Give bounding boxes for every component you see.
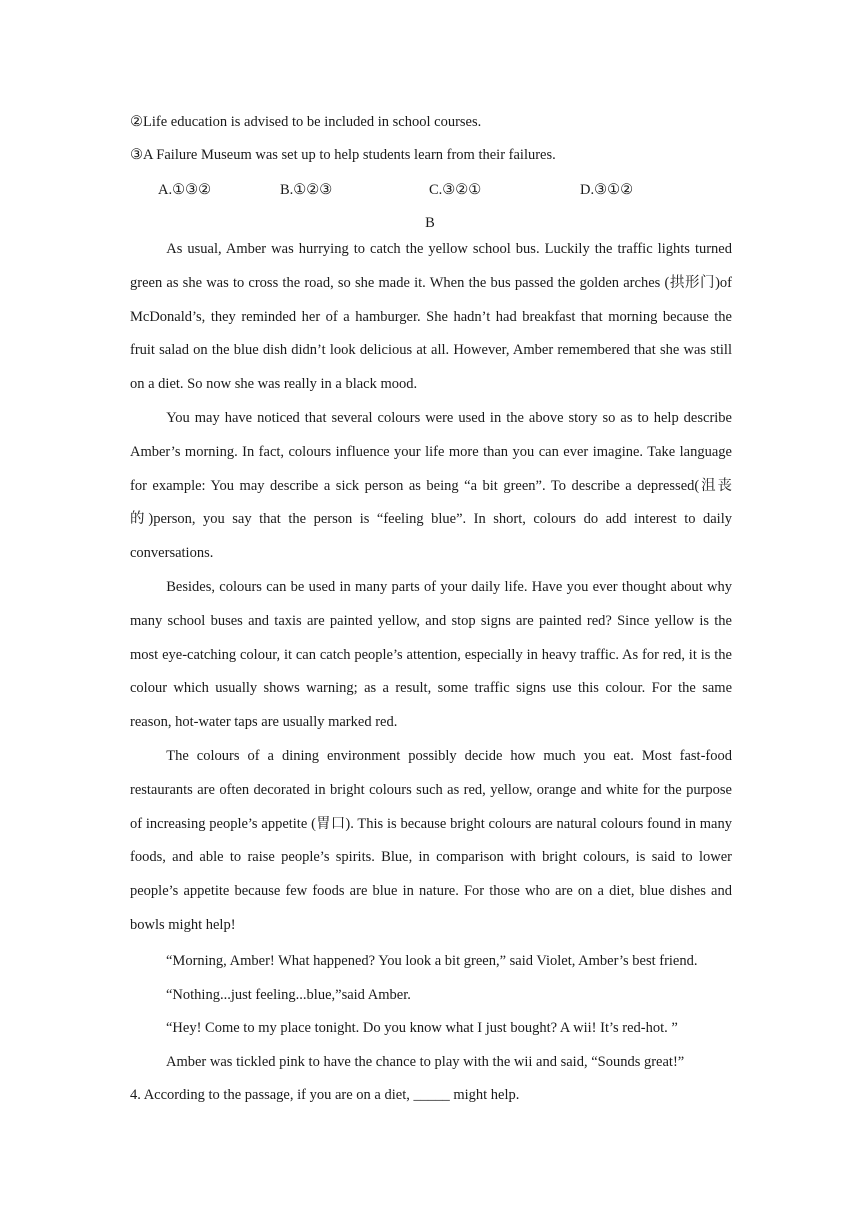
dialogue-line-3: “Hey! Come to my place tonight. Do you know what I just bought? A wii! It’s red-hot. ” bbox=[166, 1020, 678, 1036]
paragraph-1: As usual, Amber was hurrying to catch the yellow school bus. Luckily the traffic lights turned green as she was to cross the road, so she made it. When the bus passed the golden arches (拱形门)of McDonald’s, they reminded her of a hamburger. She hadn’t had breakfast that morning because the fruit salad on the blue dish didn’t look delicious at all. However, Amber remembered that she was still on a diet. So now she was really in a black mood. bbox=[130, 241, 732, 393]
dialogue-line-4: Amber was tickled pink to have the chance to play with the wii and said, “Sounds great!” bbox=[166, 1054, 685, 1070]
question-4: 4. According to the passage, if you are on a diet, _____ might help. bbox=[130, 1087, 520, 1103]
statement-2: ②Life education is advised to be included in school courses. bbox=[130, 114, 482, 130]
section-title: B bbox=[425, 215, 435, 231]
option-a: A.①③② bbox=[158, 182, 212, 198]
dialogue-line-2: “Nothing...just feeling...blue,”said Amber. bbox=[166, 987, 411, 1003]
paragraph-2: You may have noticed that several colours were used in the above story so as to help describe Amber’s morning. In fact, colours influence your life more than you can ever imagine. Take language for example: You may describe a sick person as being “a bit green”. To describe a depressed(沮丧的)person, you say that the person is “feeling blue”. In short, colours do add interest to daily conversations. bbox=[130, 410, 732, 562]
paragraph-4: The colours of a dining environment possibly decide how much you eat. Most fast-food restaurants are often decorated in bright colours such as red, yellow, orange and white for the purpose of increasing people’s appetite (胃口). This is because bright colours are natural colours found in many foods, and able to raise people’s spirits. Blue, in comparison with bright colours, is said to lower people’s appetite because few foods are blue in nature. For those who are on a diet, blue dishes and bowls might help! bbox=[130, 748, 732, 933]
option-b: B.①②③ bbox=[280, 182, 333, 198]
option-c: C.③②① bbox=[429, 182, 482, 198]
statement-3: ③A Failure Museum was set up to help students learn from their failures. bbox=[130, 147, 556, 163]
answer-options bbox=[0, 182, 860, 202]
option-d: D.③①② bbox=[580, 182, 634, 198]
dialogue-line-1: “Morning, Amber! What happened? You look a bit green,” said Violet, Amber’s best friend. bbox=[166, 953, 698, 969]
paragraph-3: Besides, colours can be used in many parts of your daily life. Have you ever thought about why many school buses and taxis are painted yellow, and stop signs are painted red? Since yellow is the most eye-catching colour, it can catch people’s attention, especially in heavy traffic. As for red, it is the colour which usually shows warning; as a result, some traffic signs use this colour. For the same reason, hot-water taps are usually marked red. bbox=[130, 579, 732, 731]
